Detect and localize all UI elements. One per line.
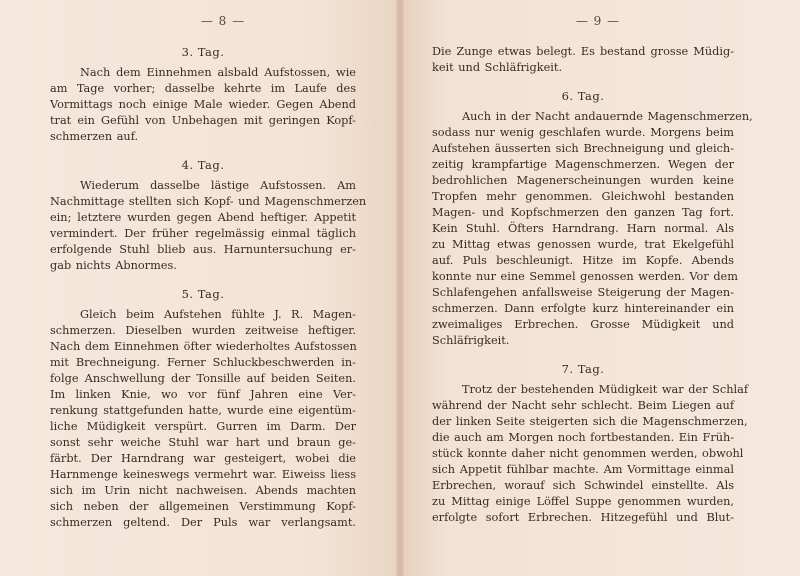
text-line: Kein Stuhl. Öfters Harndrang. Harn normal. Als: [432, 222, 734, 235]
text-line: sich im Urin nicht nachweisen. Abends machten: [50, 484, 356, 497]
text-line: am Tage vorher; dasselbe kehrte im Laufe des: [50, 82, 356, 95]
text-line: Erbrechen, worauf sich Schwindel einstellte. Als: [432, 479, 734, 492]
text-line: bedrohlichen Magenerscheinungen wurden keine: [432, 174, 734, 187]
text-line: liche Müdigkeit verspürt. Gurren im Darm. Der: [50, 420, 356, 433]
section-heading-day-3: 3. Tag.: [181, 45, 225, 59]
text-line: zu Mittag einige Löffel Suppe genommen wurden,: [432, 495, 734, 508]
text-line: stück konnte daher nicht genommen werden, obwohl: [432, 447, 744, 460]
text-line: trat ein Gefühl von Unbehagen mit geringen Kopf-: [50, 114, 356, 127]
section-paragraph-day-5: [50, 307, 356, 531]
text-line: zweimaliges Erbrechen. Grosse Müdigkeit und: [432, 318, 734, 331]
text-line: keit und Schläfrigkeit.: [432, 61, 563, 74]
text-line: während der Nacht sehr schlecht. Beim Liegen auf: [432, 399, 734, 412]
text-line: schmerzen. Dieselben wurden zeitweise heftiger.: [50, 324, 356, 337]
text-line: mit Brechneigung. Ferner Schluckbeschwerden in-: [50, 356, 356, 369]
text-line: gab nichts Abnormes.: [50, 259, 177, 272]
text-line: schmerzen auf.: [50, 130, 139, 143]
text-line: Nachmittage stellten sich Kopf- und Magenschmerzen: [50, 195, 367, 208]
text-line: Gleich beim Aufstehen fühlte J. R. Magen-: [80, 308, 356, 321]
text-line: Aufstehen äusserten sich Brechneigung und gleich-: [432, 142, 734, 155]
text-line: der linken Seite steigerten sich die Magenschmerzen,: [432, 415, 748, 428]
text-line: sich neben der allgemeinen Verstimmung Kopf-: [50, 500, 356, 513]
text-line: Harnmenge keineswegs vermehrt war. Eiweiss liess: [50, 468, 356, 481]
right-page: [400, 0, 800, 576]
text-line: Die Zunge etwas belegt. Es bestand grosse Müdig-: [432, 45, 734, 58]
text-line: Im linken Knie, wo vor fünf Jahren eine Ver-: [50, 388, 356, 401]
continuation-paragraph: [432, 44, 734, 76]
left-page-number: — 8 —: [200, 14, 246, 28]
text-line: Vormittags noch einige Male wieder. Gegen Abend: [50, 98, 356, 111]
text-line: Wiederum dasselbe lästige Aufstossen. Am: [80, 179, 356, 192]
text-line: Auch in der Nacht andauernde Magenschmerzen,: [462, 110, 753, 123]
text-line: renkung stattgefunden hatte, wurde eine eigentüm-: [50, 404, 356, 417]
text-line: Trotz der bestehenden Müdigkeit war der Schlaf: [462, 383, 749, 396]
text-line: ein; letztere wurden gegen Abend heftiger. Appetit: [50, 211, 356, 224]
section-heading-day-7: 7. Tag.: [561, 362, 605, 376]
text-line: Schläfrigkeit.: [432, 334, 510, 347]
text-line: auf. Puls beschleunigt. Hitze im Kopfe. Abends: [432, 254, 734, 267]
text-line: färbt. Der Harndrang war gesteigert, wobei die: [50, 452, 356, 465]
section-heading-day-6: 6. Tag.: [561, 89, 605, 103]
text-line: sich Appetit fühlbar machte. Am Vormittage einmal: [432, 463, 734, 476]
section-paragraph-day-3: [50, 65, 356, 145]
book-gutter: [396, 0, 404, 576]
section-paragraph-day-6: [432, 109, 753, 349]
text-line: schmerzen. Dann erfolgte kurz hintereinander ein: [432, 302, 734, 315]
section-paragraph-day-7: [432, 382, 749, 526]
right-page-number: — 9 —: [575, 14, 621, 28]
text-line: sodass nur wenig geschlafen wurde. Morgens beim: [432, 126, 734, 139]
text-line: konnte nur eine Semmel genossen werden. Vor dem: [432, 270, 738, 283]
text-line: zeitig krampfartige Magenschmerzen. Wegen der: [432, 158, 734, 171]
text-line: sonst sehr weiche Stuhl war hart und braun ge-: [50, 436, 356, 449]
text-line: Nach dem Einnehmen alsbald Aufstossen, wie: [80, 66, 356, 79]
text-line: vermindert. Der früher regelmässig einmal täglich: [50, 227, 356, 240]
text-line: Tropfen mehr genommen. Gleichwohl bestanden: [432, 190, 734, 203]
text-line: die auch am Morgen noch fortbestanden. Ein Früh-: [432, 431, 735, 444]
text-line: Schlafengehen anfallsweise Steigerung der Magen-: [432, 286, 734, 299]
section-paragraph-day-4: [50, 178, 367, 274]
text-line: Magen- und Kopfschmerzen den ganzen Tag fort.: [432, 206, 734, 219]
text-line: folge Anschwellung der Tonsille auf beiden Seiten.: [50, 372, 356, 385]
text-line: Nach dem Einnehmen öfter wiederholtes Aufstossen: [50, 340, 357, 353]
text-line: erfolgte sofort Erbrechen. Hitzegefühl und Blut-: [432, 511, 734, 524]
text-line: zu Mittag etwas genossen wurde, trat Ekelgefühl: [432, 238, 734, 251]
text-line: schmerzen geltend. Der Puls war verlangsamt.: [50, 516, 356, 529]
section-heading-day-5: 5. Tag.: [181, 287, 225, 301]
text-line: erfolgende Stuhl blieb aus. Harnuntersuchung er-: [50, 243, 356, 256]
section-heading-day-4: 4. Tag.: [181, 158, 225, 172]
